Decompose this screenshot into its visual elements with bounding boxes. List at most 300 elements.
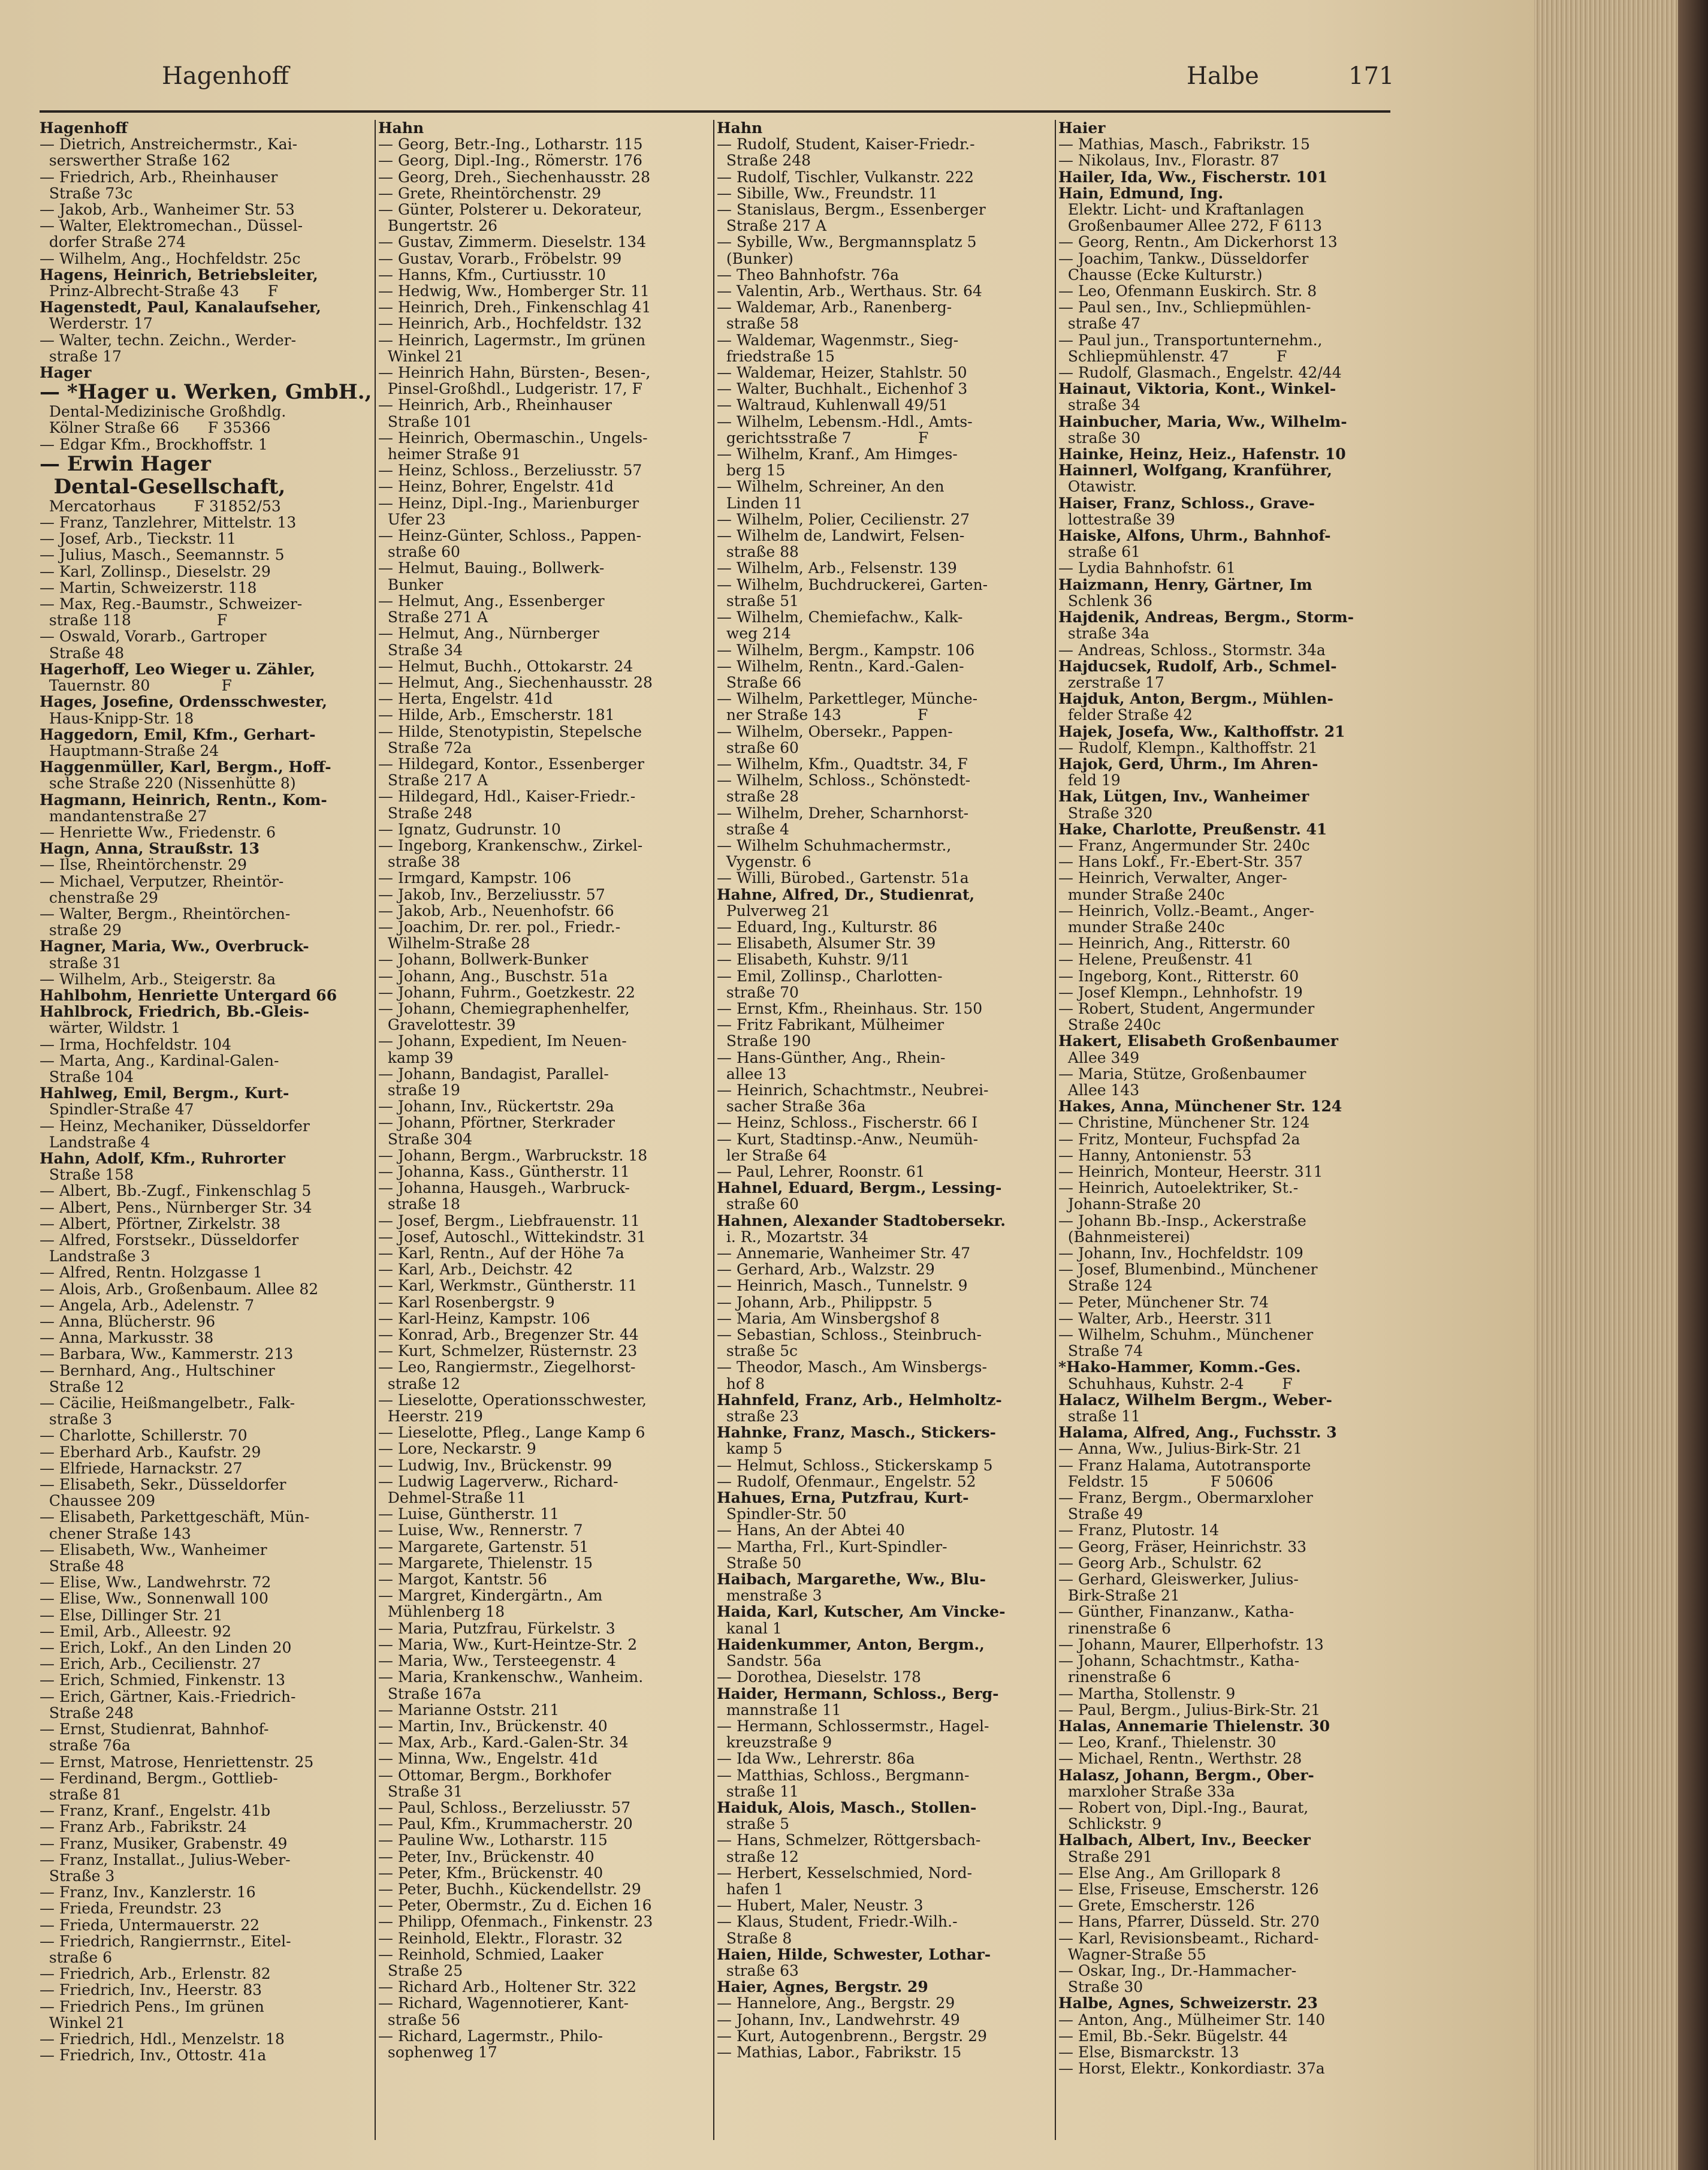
directory-entry: straße 5: [717, 1815, 789, 1833]
directory-entry: — Karl, Rentn., Auf der Höhe 7a: [378, 1244, 624, 1262]
directory-entry: i. R., Mozartstr. 34: [717, 1228, 868, 1246]
directory-entry: Straße 66: [717, 673, 802, 691]
directory-entry: — Anton, Ang., Mülheimer Str. 140: [1058, 2011, 1326, 2029]
directory-entry: Straße 190: [717, 1032, 811, 1050]
directory-entry: Tauernstr. 80 F: [40, 677, 232, 695]
directory-entry: — Erich, Arb., Cecilienstr. 27: [40, 1655, 261, 1673]
directory-entry: — Hans, An der Abtei 40: [717, 1521, 905, 1539]
directory-entry: (Bunker): [717, 249, 793, 267]
directory-entry: — Alfred, Forstsekr., Düsseldorfer: [40, 1231, 299, 1249]
directory-entry: — Maria, Ww., Kurt-Heintze-Str. 2: [378, 1635, 638, 1653]
directory-entry: Straße 320: [1058, 804, 1153, 822]
directory-entry: chener Straße 143: [40, 1524, 191, 1542]
directory-entry: Straße 12: [40, 1378, 125, 1396]
directory-entry: — Reinhold, Schmied, Laaker: [378, 1945, 603, 1963]
directory-entry: — Leo, Rangiermstr., Ziegelhorst-: [378, 1358, 636, 1376]
directory-entry: Haggenmüller, Karl, Bergm., Hoff-: [40, 758, 331, 776]
directory-entry: Straße 8: [717, 1929, 792, 1947]
directory-entry: — Helmut, Ang., Nürnberger: [378, 625, 599, 643]
directory-entry: — Johann, Inv., Hochfeldstr. 109: [1058, 1244, 1303, 1262]
directory-entry: heimer Straße 91: [378, 445, 521, 463]
directory-entry: — Albert, Bb.-Zugf., Finkenschlag 5: [40, 1182, 312, 1200]
directory-entry: ler Straße 64: [717, 1146, 827, 1164]
directory-entry: — Hilde, Stenotypistin, Stepelsche: [378, 722, 642, 740]
directory-entry: Hakes, Anna, Münchener Str. 124: [1058, 1098, 1342, 1116]
directory-entry: marxloher Straße 33a: [1058, 1782, 1235, 1800]
directory-entry: — *Hager u. Werken, GmbH.,: [40, 380, 372, 405]
directory-entry: — Franz, Angermunder Str. 240c: [1058, 836, 1310, 854]
directory-entry: — Marianne Oststr. 211: [378, 1701, 560, 1719]
directory-entry: Hahlbrock, Friedrich, Bb.-Gleis-: [40, 1003, 309, 1021]
directory-entry: — Friedrich, Hdl., Menzelstr. 18: [40, 2030, 285, 2048]
directory-entry: — Else, Friseuse, Emscherstr. 126: [1058, 1880, 1319, 1898]
directory-entry: — Heinz, Mechaniker, Düsseldorfer: [40, 1117, 310, 1135]
directory-entry: Hainaut, Viktoria, Kont., Winkel-: [1058, 380, 1336, 398]
directory-entry: — Wilhelm, Buchdruckerei, Garten-: [717, 575, 988, 593]
directory-entry: — Edgar Kfm., Brockhoffstr. 1: [40, 435, 268, 453]
directory-entry: — Georg, Rentn., Am Dickerhorst 13: [1058, 233, 1338, 251]
directory-entry: — Wilhelm de, Landwirt, Felsen-: [717, 527, 965, 545]
directory-entry: — Mathias, Masch., Fabrikstr. 15: [1058, 135, 1310, 153]
directory-entry: — Theo Bahnhofstr. 76a: [717, 266, 900, 284]
directory-entry: — Jakob, Inv., Berzeliusstr. 57: [378, 885, 605, 903]
directory-entry: — Karl, Revisionsbeamt., Richard-: [1058, 1929, 1319, 1947]
directory-entry: — Johann, Arb., Philippstr. 5: [717, 1293, 933, 1311]
directory-entry: — Josef, Arb., Tieckstr. 11: [40, 530, 237, 548]
directory-entry: Werderstr. 17: [40, 315, 153, 333]
directory-entry: straße 47: [1058, 315, 1140, 333]
directory-entry: Straße 104: [40, 1068, 134, 1086]
directory-entry: Straße 48: [40, 644, 125, 662]
directory-entry: straße 19: [378, 1081, 460, 1099]
directory-entry: — Paul jun., Transportunternehm.,: [1058, 331, 1323, 349]
directory-entry: — Franz, Tanzlehrer, Mittelstr. 13: [40, 514, 297, 532]
directory-entry: mannstraße 11: [717, 1701, 841, 1719]
directory-entry: — Hans, Pfarrer, Düsseld. Str. 270: [1058, 1913, 1320, 1931]
directory-entry: — Else Ang., Am Grillopark 8: [1058, 1864, 1281, 1882]
directory-entry: — Elisabeth, Ww., Wanheimer: [40, 1541, 267, 1559]
directory-entry: — Hedwig, Ww., Homberger Str. 11: [378, 282, 650, 300]
directory-entry: — Johann, Schachtmstr., Katha-: [1058, 1652, 1300, 1670]
directory-entry: weg 214: [717, 625, 791, 643]
directory-entry: Linden 11: [717, 494, 803, 512]
directory-entry: — Wilhelm, Bergm., Kampstr. 106: [717, 641, 975, 659]
directory-entry: — Günther, Finanzanw., Katha-: [1058, 1603, 1294, 1621]
page-number: 171: [1348, 62, 1395, 90]
directory-entry: — Hilde, Arb., Emscherstr. 181: [378, 706, 615, 724]
directory-entry: — Paul, Kfm., Krummacherstr. 20: [378, 1815, 633, 1833]
directory-entry: — Peter, Münchener Str. 74: [1058, 1293, 1269, 1311]
directory-entry: Hailer, Ida, Ww., Fischerstr. 101: [1058, 168, 1328, 186]
directory-entry: — Heinz, Bohrer, Engelstr. 41d: [378, 478, 614, 496]
directory-entry: — Heinrich, Monteur, Heerstr. 311: [1058, 1163, 1323, 1180]
directory-entry: Ufer 23: [378, 510, 446, 528]
directory-entry: Straße 291: [1058, 1847, 1153, 1865]
directory-entry: — Franz, Inv., Kanzlerstr. 16: [40, 1883, 256, 1901]
directory-entry: — Heinrich, Obermaschin., Ungels-: [378, 429, 648, 447]
directory-entry: — Cäcilie, Heißmangelbetr., Falk-: [40, 1394, 295, 1412]
directory-entry: Landstraße 3: [40, 1247, 150, 1265]
directory-entry: — Pauline Ww., Lotharstr. 115: [378, 1831, 608, 1849]
directory-entry: — Waldemar, Heizer, Stahlstr. 50: [717, 364, 967, 382]
directory-entry: straße 28: [717, 788, 799, 806]
directory-entry: munder Straße 240c: [1058, 918, 1225, 936]
directory-entry: — Friedrich Pens., Im grünen: [40, 1997, 264, 2015]
directory-entry: — Margret, Kindergärtn., Am: [378, 1587, 603, 1605]
directory-entry: — Michael, Rentn., Werthstr. 28: [1058, 1750, 1302, 1768]
directory-entry: — Karl Rosenbergstr. 9: [378, 1293, 555, 1311]
directory-entry: Hahnen, Alexander Stadtobersekr.: [717, 1211, 1006, 1229]
directory-entry: — Wilhelm, Obersekr., Pappen-: [717, 722, 953, 740]
directory-entry: Bungertstr. 26: [378, 217, 498, 235]
directory-entry: Hajok, Gerd, Uhrm., Im Ahren-: [1058, 755, 1318, 773]
directory-entry: Haider, Hermann, Schloss., Berg-: [717, 1684, 999, 1702]
directory-entry: Hagn, Anna, Straußstr. 13: [40, 840, 260, 858]
directory-entry: Halasz, Johann, Bergm., Ober-: [1058, 1766, 1314, 1784]
directory-entry: — Johann, Bollwerk-Bunker: [378, 951, 589, 969]
directory-entry: — Peter, Kfm., Brückenstr. 40: [378, 1864, 603, 1882]
directory-entry: Dental-Gesellschaft,: [40, 474, 286, 499]
directory-entry: — Ilse, Rheintörchenstr. 29: [40, 856, 247, 874]
directory-entry: — Hildegard, Kontor., Essenberger: [378, 755, 644, 773]
directory-entry: — Lieselotte, Pfleg., Lange Kamp 6: [378, 1424, 645, 1442]
directory-entry: — Josef Klempn., Lehnhofstr. 19: [1058, 983, 1303, 1001]
header-right-keyword: Halbe: [1187, 62, 1259, 90]
directory-entry: — Wilhelm, Arb., Felsenstr. 139: [717, 559, 957, 577]
directory-entry: — Richard, Wagennotierer, Kant-: [378, 1994, 629, 2012]
directory-entry: straße 51: [717, 592, 799, 610]
directory-entry: straße 3: [40, 1410, 112, 1428]
directory-entry: Straße 167a: [378, 1684, 481, 1702]
directory-entry: — Johann, Bergm., Warbruckstr. 18: [378, 1146, 648, 1164]
directory-entry: — Valentin, Arb., Werthaus. Str. 64: [717, 282, 982, 300]
directory-entry: Haier, Agnes, Bergstr. 29: [717, 1978, 928, 1996]
directory-entry: Hagenstedt, Paul, Kanalaufseher,: [40, 299, 321, 317]
directory-entry: — Friedrich, Inv., Heerstr. 83: [40, 1981, 262, 1999]
directory-entry: — Karl, Zollinsp., Dieselstr. 29: [40, 562, 271, 580]
directory-entry: — Ottomar, Bergm., Borkhofer: [378, 1766, 611, 1784]
directory-entry: kamp 5: [717, 1440, 783, 1458]
directory-entry: — Joachim, Dr. rer. pol., Friedr.-: [378, 918, 621, 936]
directory-entry: Straße 3: [40, 1867, 115, 1885]
directory-entry: Mercatorhaus F 31852/53: [40, 497, 281, 515]
directory-entry: — Fritz Fabrikant, Mülheimer: [717, 1016, 944, 1034]
directory-entry: — Waldemar, Arb., Ranenberg-: [717, 299, 952, 317]
directory-entry: — Paul, Bergm., Julius-Birk-Str. 21: [1058, 1701, 1321, 1719]
directory-entry: — Waldemar, Wagenmstr., Sieg-: [717, 331, 959, 349]
directory-entry: — Johann, Maurer, Ellperhofstr. 13: [1058, 1635, 1324, 1653]
directory-entry: Straße 124: [1058, 1277, 1153, 1295]
directory-entry: — Frieda, Freundstr. 23: [40, 1900, 222, 1918]
directory-entry: Straße 48: [40, 1557, 125, 1575]
directory-entry: Hahn: [378, 120, 424, 137]
directory-entry: Hagner, Maria, Ww., Overbruck-: [40, 938, 309, 956]
directory-entry: Straße 217 A: [717, 217, 827, 235]
directory-entry: feld 19: [1058, 771, 1121, 789]
directory-entry: straße 12: [378, 1375, 460, 1393]
directory-entry: straße 29: [40, 921, 122, 939]
directory-entry: — Sybille, Ww., Bergmannsplatz 5: [717, 233, 977, 251]
directory-entry: — Franz Halama, Autotransporte: [1058, 1456, 1311, 1474]
directory-entry: — Franz, Installat., Julius-Weber-: [40, 1850, 291, 1868]
directory-entry: — Heinrich, Ang., Ritterstr. 60: [1058, 935, 1291, 953]
directory-entry: Haiduk, Alois, Masch., Stollen-: [717, 1798, 977, 1816]
directory-entry: sche Straße 220 (Nissenhütte 8): [40, 774, 296, 792]
directory-entry: — Heinrich, Schachtmstr., Neubrei-: [717, 1081, 989, 1099]
directory-entry: — Margot, Kantstr. 56: [378, 1571, 547, 1589]
column-3: [717, 120, 1052, 2158]
directory-entry: straße 60: [717, 739, 799, 757]
directory-entry: Kölner Straße 66 F 35366: [40, 419, 271, 437]
directory-entry: — Robert von, Dipl.-Ing., Baurat,: [1058, 1798, 1309, 1816]
directory-entry: — Elisabeth, Kuhstr. 9/11: [717, 951, 910, 969]
directory-entry: — Rudolf, Student, Kaiser-Friedr.-: [717, 135, 975, 153]
directory-entry: — Martha, Frl., Kurt-Spindler-: [717, 1538, 947, 1556]
directory-entry: — Johann Bb.-Insp., Ackerstraße: [1058, 1211, 1306, 1229]
directory-entry: — Emil, Bb.-Sekr. Bügelstr. 44: [1058, 2027, 1288, 2045]
directory-entry: — Wilhelm, Arb., Steigerstr. 8a: [40, 970, 276, 988]
directory-entry: — Johann, Inv., Rückertstr. 29a: [378, 1098, 614, 1116]
directory-entry: — Bernhard, Ang., Hultschiner: [40, 1361, 275, 1379]
directory-entry: Dental-Medizinische Großhdlg.: [40, 403, 286, 421]
directory-entry: ner Straße 143 F: [717, 706, 928, 724]
directory-entry: *Hako-Hammer, Komm.-Ges.: [1058, 1358, 1301, 1376]
directory-entry: — Wilhelm, Schloss., Schönstedt-: [717, 771, 971, 789]
directory-entry: Hajducsek, Rudolf, Arb., Schmel-: [1058, 657, 1337, 675]
directory-entry: — Georg, Fräser, Heinrichstr. 33: [1058, 1538, 1307, 1556]
directory-entry: Straße 73c: [40, 184, 133, 202]
directory-entry: — Gustav, Vorarb., Fröbelstr. 99: [378, 249, 622, 267]
directory-entry: — Gerhard, Arb., Walzstr. 29: [717, 1261, 935, 1279]
directory-entry: allee 13: [717, 1065, 787, 1083]
directory-entry: straße 81: [40, 1785, 122, 1803]
directory-entry: — Georg, Dipl.-Ing., Römerstr. 176: [378, 152, 642, 170]
directory-entry: — Ernst, Studienrat, Bahnhof-: [40, 1720, 269, 1738]
directory-entry: Bunker: [378, 575, 443, 593]
directory-entry: Hainke, Heinz, Heiz., Hafenstr. 10: [1058, 445, 1346, 463]
directory-entry: Schliepmühlenstr. 47 F: [1058, 347, 1287, 365]
directory-entry: straße 23: [717, 1408, 799, 1425]
directory-entry: Straße 31: [378, 1782, 463, 1800]
directory-entry: — Rudolf, Klempn., Kalthoffstr. 21: [1058, 739, 1318, 757]
directory-entry: dorfer Straße 274: [40, 233, 186, 251]
directory-entry: — Günter, Polsterer u. Dekorateur,: [378, 201, 642, 219]
directory-entry: — Andreas, Schloss., Stormstr. 34a: [1058, 641, 1326, 659]
directory-entry: — Josef, Bergm., Liebfrauenstr. 11: [378, 1211, 640, 1229]
directory-entry: — Martha, Stollenstr. 9: [1058, 1684, 1236, 1702]
directory-entry: — Richard Arb., Holtener Str. 322: [378, 1978, 636, 1996]
directory-entry: — Rudolf, Tischler, Vulkanstr. 222: [717, 168, 974, 186]
directory-entry: — Helmut, Buchh., Ottokarstr. 24: [378, 657, 633, 675]
directory-entry: Hahues, Erna, Putzfrau, Kurt-: [717, 1489, 969, 1507]
directory-entry: Spindler-Str. 50: [717, 1505, 847, 1523]
directory-entry: — Reinhold, Elektr., Florastr. 32: [378, 1929, 623, 1947]
directory-entry: straße 70: [717, 983, 799, 1001]
directory-entry: — Waltraud, Kuhlenwall 49/51: [717, 396, 948, 414]
directory-entry: — Else, Dillinger Str. 21: [40, 1606, 223, 1624]
directory-entry: — Martin, Schweizerstr. 118: [40, 578, 257, 596]
directory-entry: — Hans, Schmelzer, Röttgersbach-: [717, 1831, 981, 1849]
directory-entry: Hahnke, Franz, Masch., Stickers-: [717, 1424, 996, 1442]
directory-entry: Haier: [1058, 120, 1106, 137]
directory-entry: — Ignatz, Gudrunstr. 10: [378, 820, 561, 838]
directory-entry: berg 15: [717, 462, 786, 480]
directory-entry: — Barbara, Ww., Kammerstr. 213: [40, 1345, 294, 1363]
directory-entry: — Oswald, Vorarb., Gartroper: [40, 628, 267, 646]
directory-entry: straße 34: [1058, 396, 1140, 414]
directory-entry: — Walter, Buchhalt., Eichenhof 3: [717, 380, 968, 398]
directory-entry: — Elise, Ww., Landwehrstr. 72: [40, 1574, 271, 1592]
directory-entry: Pinsel-Großhdl., Ludgeristr. 17, F: [378, 380, 642, 398]
directory-entry: Hagerhoff, Leo Wieger u. Zähler,: [40, 660, 315, 678]
directory-entry: — Herta, Engelstr. 41d: [378, 690, 553, 708]
directory-entry: straße 38: [378, 853, 460, 871]
directory-entry: zerstraße 17: [1058, 673, 1164, 691]
directory-entry: kamp 39: [378, 1048, 454, 1066]
directory-entry: — Emil, Zollinsp., Charlotten-: [717, 967, 943, 985]
directory-entry: — Friedrich, Arb., Erlenstr. 82: [40, 1965, 271, 1983]
directory-entry: straße 18: [378, 1195, 460, 1213]
directory-entry: — Heinrich, Vollz.-Beamt., Anger-: [1058, 902, 1314, 920]
directory-entry: — Ludwig, Inv., Brückenstr. 99: [378, 1456, 612, 1474]
directory-entry: Straße 304: [378, 1130, 473, 1148]
directory-entry: — Josef, Blumenbind., Münchener: [1058, 1261, 1318, 1279]
directory-entry: — Heinrich, Masch., Tunnelstr. 9: [717, 1277, 968, 1295]
directory-entry: straße 6: [40, 1948, 112, 1966]
directory-entry: — Johanna, Kass., Güntherstr. 11: [378, 1163, 630, 1180]
directory-entry: — Erich, Gärtner, Kais.-Friedrich-: [40, 1687, 296, 1705]
directory-entry: — Else, Bismarckstr. 13: [1058, 2043, 1239, 2061]
directory-entry: Gravelottestr. 39: [378, 1016, 516, 1034]
directory-entry: — Max, Arb., Kard.-Galen-Str. 34: [378, 1734, 629, 1752]
page-header: [162, 62, 1426, 104]
directory-entry: — Ernst, Matrose, Henriettenstr. 25: [40, 1753, 314, 1771]
directory-entry: Johann-Straße 20: [1058, 1195, 1201, 1213]
directory-entry: — Henriette Ww., Friedenstr. 6: [40, 823, 276, 841]
directory-entry: straße 34a: [1058, 625, 1149, 643]
directory-columns: [40, 120, 1390, 2158]
directory-entry: — Helmut, Ang., Essenberger: [378, 592, 605, 610]
directory-entry: Hahnel, Eduard, Bergm., Lessing-: [717, 1179, 1002, 1197]
directory-entry: Straße 271 A: [378, 608, 488, 626]
directory-entry: — Helmut, Schloss., Stickerskamp 5: [717, 1456, 993, 1474]
directory-entry: straße 31: [40, 954, 122, 972]
directory-entry: straße 4: [717, 820, 789, 838]
directory-entry: Hahn, Adolf, Kfm., Ruhrorter: [40, 1149, 286, 1167]
directory-entry: Haiske, Alfons, Uhrm., Bahnhof-: [1058, 527, 1331, 545]
directory-entry: Haus-Knipp-Str. 18: [40, 709, 194, 727]
directory-entry: — Wilhelm, Ang., Hochfeldstr. 25c: [40, 249, 301, 267]
directory-entry: — Wilhelm, Parkettleger, Münche-: [717, 690, 978, 708]
directory-entry: — Georg, Dreh., Siechenhausstr. 28: [378, 168, 650, 186]
directory-entry: — Gerhard, Gleiswerker, Julius-: [1058, 1571, 1299, 1589]
directory-entry: — Sibille, Ww., Freundstr. 11: [717, 184, 938, 202]
directory-entry: rinenstraße 6: [1058, 1668, 1171, 1686]
directory-entry: — Herbert, Kesselschmied, Nord-: [717, 1864, 973, 1882]
directory-entry: Hahlbohm, Henriette Untergard 66: [40, 986, 337, 1004]
directory-entry: — Charlotte, Schillerstr. 70: [40, 1427, 248, 1445]
directory-entry: — Richard, Lagermstr., Philo-: [378, 2027, 603, 2045]
directory-entry: Sandstr. 56a: [717, 1652, 822, 1670]
directory-entry: Landstraße 4: [40, 1133, 150, 1151]
directory-entry: — Georg, Betr.-Ing., Lotharstr. 115: [378, 135, 643, 153]
directory-entry: — Joachim, Tankw., Düsseldorfer: [1058, 249, 1309, 267]
directory-entry: Vygenstr. 6: [717, 853, 811, 871]
directory-entry: — Eberhard Arb., Kaufstr. 29: [40, 1443, 261, 1461]
directory-entry: — Johann, Chemiegraphenhelfer,: [378, 999, 630, 1017]
directory-entry: — Klaus, Student, Friedr.-Wilh.-: [717, 1913, 958, 1931]
directory-entry: Halbe, Agnes, Schweizerstr. 23: [1058, 1994, 1318, 2012]
directory-entry: — Hanns, Kfm., Curtiusstr. 10: [378, 266, 606, 284]
directory-entry: — Erich, Lokf., An den Linden 20: [40, 1639, 292, 1657]
directory-entry: Prinz-Albrecht-Straße 43 F: [40, 282, 279, 300]
directory-entry: Hauptmann-Straße 24: [40, 742, 219, 760]
directory-entry: — Walter, techn. Zeichn., Werder-: [40, 331, 297, 349]
column-4: [1058, 120, 1394, 2158]
directory-entry: — Ferdinand, Bergm., Gottlieb-: [40, 1769, 278, 1787]
directory-entry: straße 11: [1058, 1408, 1140, 1425]
directory-entry: lottestraße 39: [1058, 510, 1175, 528]
directory-entry: Chausse (Ecke Kulturstr.): [1058, 266, 1263, 284]
directory-entry: Schlickstr. 9: [1058, 1815, 1162, 1833]
directory-entry: — Paul, Schloss., Berzeliusstr. 57: [378, 1798, 631, 1816]
directory-entry: Haien, Hilde, Schwester, Lothar-: [717, 1945, 991, 1963]
directory-entry: — Jakob, Arb., Neuenhofstr. 66: [378, 902, 614, 920]
directory-entry: — Luise, Güntherstr. 11: [378, 1505, 560, 1523]
directory-entry: Hajduk, Anton, Bergm., Mühlen-: [1058, 690, 1333, 708]
directory-entry: — Marta, Ang., Kardinal-Galen-: [40, 1051, 279, 1069]
directory-entry: — Leo, Kranf., Thielenstr. 30: [1058, 1734, 1277, 1752]
directory-entry: — Lydia Bahnhofstr. 61: [1058, 559, 1236, 577]
directory-entry: straße 76a: [40, 1737, 131, 1755]
directory-entry: — Johann, Expedient, Im Neuen-: [378, 1032, 627, 1050]
directory-entry: — Heinrich Hahn, Bürsten-, Besen-,: [378, 364, 651, 382]
directory-entry: — Luise, Ww., Rennerstr. 7: [378, 1521, 583, 1539]
directory-entry: — Wilhelm, Chemiefachw., Kalk-: [717, 608, 963, 626]
directory-entry: — Hans-Günther, Ang., Rhein-: [717, 1048, 946, 1066]
directory-entry: — Heinz, Schloss., Berzeliusstr. 57: [378, 462, 642, 480]
directory-entry: — Heinz, Dipl.-Ing., Marienburger: [378, 494, 639, 512]
directory-entry: — Matthias, Schloss., Bergmann-: [717, 1766, 970, 1784]
directory-entry: Birk-Straße 21: [1058, 1587, 1180, 1605]
directory-entry: kreuzstraße 9: [717, 1734, 832, 1752]
directory-entry: Straße 101: [378, 412, 473, 430]
directory-entry: Schlenk 36: [1058, 592, 1152, 610]
directory-entry: — Wilhelm, Kranf., Am Himges-: [717, 445, 958, 463]
directory-entry: — Wilhelm, Schreiner, An den: [717, 478, 944, 496]
directory-entry: gerichtsstraße 7 F: [717, 429, 929, 447]
directory-entry: — Peter, Buchh., Kückendellstr. 29: [378, 1880, 641, 1898]
directory-entry: — Gustav, Zimmerm. Dieselstr. 134: [378, 233, 647, 251]
directory-entry: — Wilhelm Schuhmachermstr.,: [717, 836, 952, 854]
directory-entry: — Heinrich, Autoelektriker, St.-: [1058, 1179, 1299, 1197]
directory-entry: straße 61: [1058, 543, 1140, 561]
directory-entry: — Franz Arb., Fabrikstr. 24: [40, 1818, 247, 1836]
directory-entry: mandantenstraße 27: [40, 807, 207, 825]
directory-entry: Straße 74: [1058, 1342, 1143, 1360]
directory-entry: — Eduard, Ing., Kulturstr. 86: [717, 918, 937, 936]
directory-entry: — Peter, Inv., Brückenstr. 40: [378, 1847, 595, 1865]
directory-entry: — Franz, Musiker, Grabenstr. 49: [40, 1834, 288, 1852]
directory-entry: — Annemarie, Wanheimer Str. 47: [717, 1244, 971, 1262]
directory-entry: — Wilhelm, Polier, Cecilienstr. 27: [717, 510, 970, 528]
directory-entry: — Helmut, Ang., Siechenhausstr. 28: [378, 673, 653, 691]
directory-entry: — Walter, Elektromechan., Düssel-: [40, 217, 303, 235]
directory-entry: Dehmel-Straße 11: [378, 1489, 527, 1507]
directory-entry: — Maria, Stütze, Großenbaumer: [1058, 1065, 1306, 1083]
directory-entry: straße 60: [378, 543, 460, 561]
directory-entry: — Angela, Arb., Adelenstr. 7: [40, 1296, 255, 1314]
